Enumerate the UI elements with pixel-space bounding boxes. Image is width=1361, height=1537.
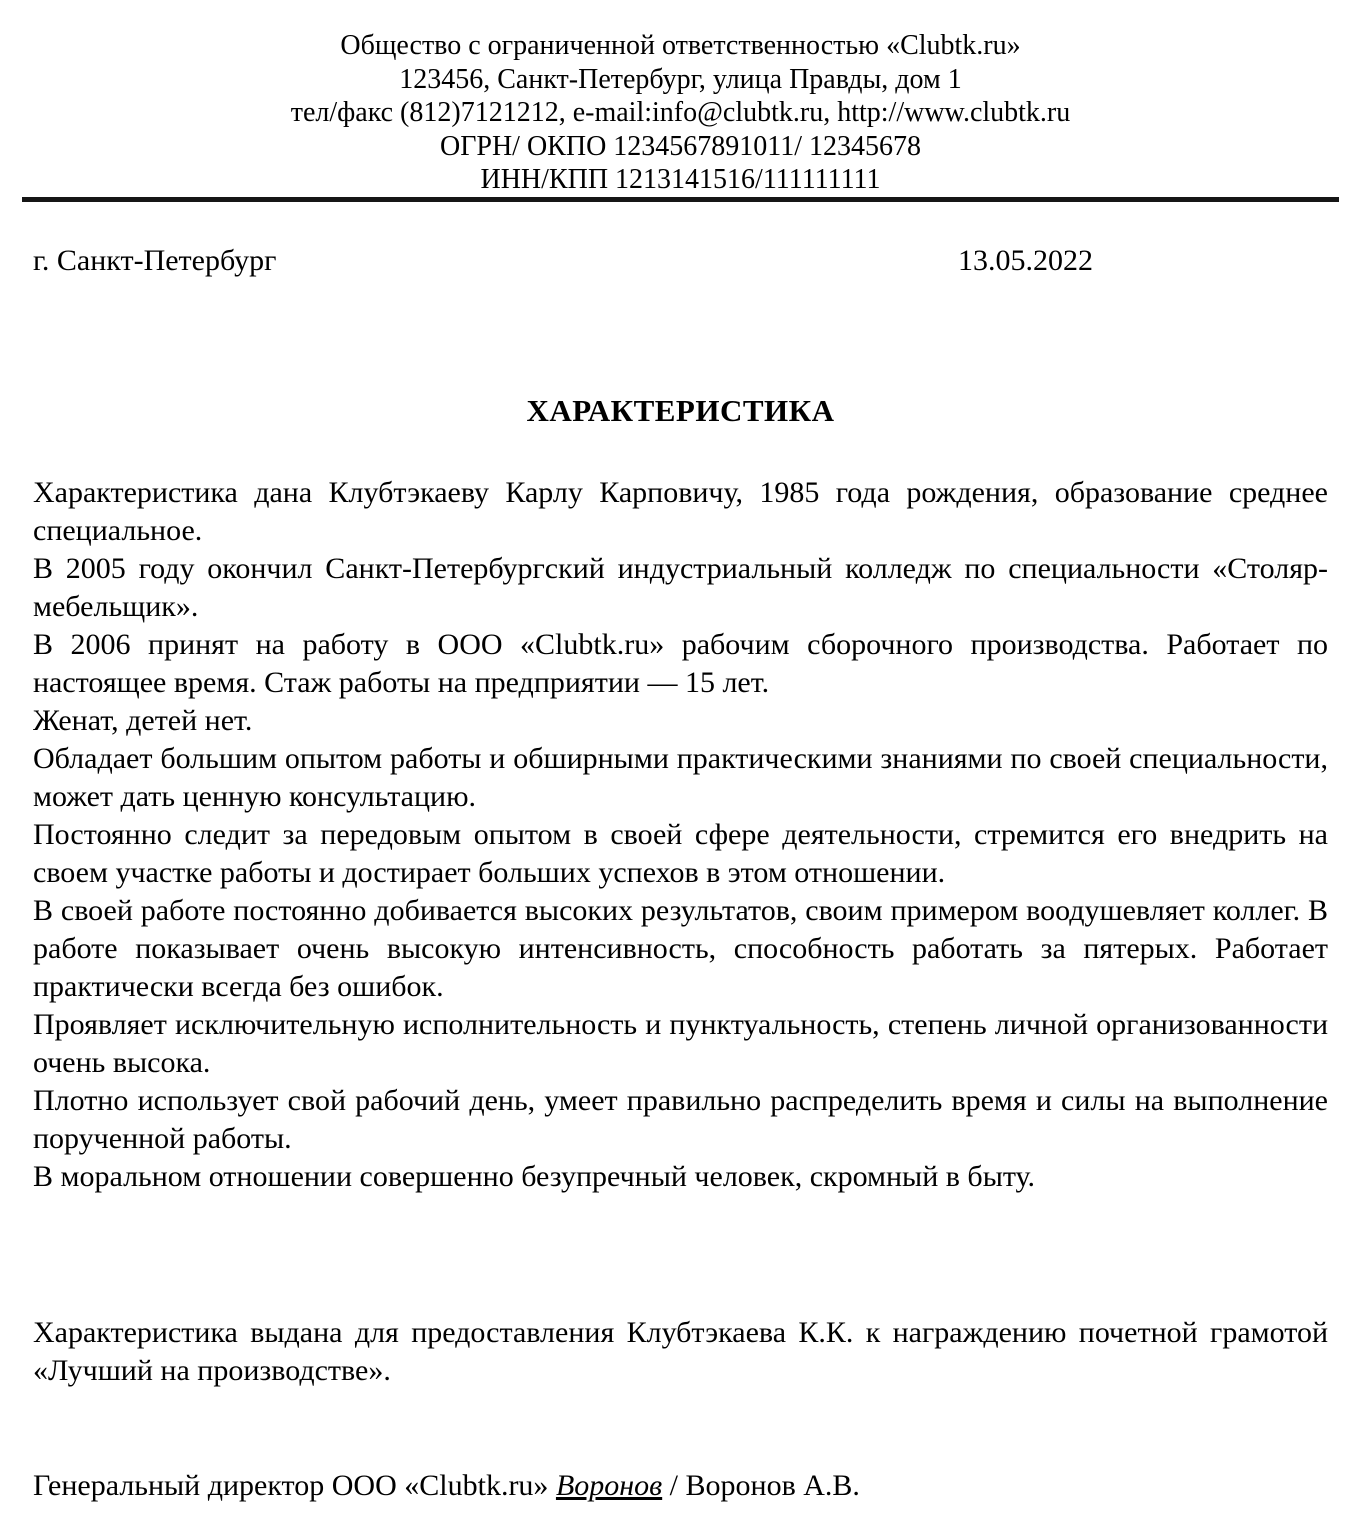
signature-facsimile: Воронов (555, 1468, 663, 1502)
letterhead-contacts: тел/факс (812)7121212, e-mail:info@clubtk.ru, http://www.clubtk.ru (290, 97, 1071, 128)
body-paragraph: Обладает большим опытом работы и обширными практическими знаниями по своей специальности, может дать ценную консультацию. (33, 741, 1328, 813)
body-paragraph: Женат, детей нет. (33, 703, 253, 737)
letterhead-ogrn-okpo: ОГРН/ ОКПО 1234567891011/ 12345678 (439, 130, 922, 162)
letterhead (33, 29, 1328, 197)
body-paragraph: Постоянно следит за передовым опытом в своей сфере деятельности, стремится его внедрить на своем участке работы и достирает больших успехов в этом отношении. (33, 817, 1328, 889)
document-body (33, 474, 1328, 1196)
dateline (33, 242, 1328, 280)
purpose-statement: Характеристика выдана для предоставления Клубтэкаева К.К. к награждению почетной грамотой «Лучший на производстве». (33, 1315, 1328, 1387)
signature-position: Генеральный директор ООО «Clubtk.ru» (33, 1468, 556, 1502)
dateline-city: г. Санкт-Петербург (33, 243, 277, 277)
body-paragraph: В 2006 принят на работу в ООО «Clubtk.ru» рабочим сборочного производства. Работает по настоящее время. Стаж работы на предприятии — 15 лет. (33, 627, 1328, 699)
body-paragraph: В моральном отношении совершенно безупречный человек, скромный в быту. (33, 1159, 1036, 1193)
body-paragraph: Плотно использует свой рабочий день, умеет правильно распределить время и силы на выполнение порученной работы. (33, 1083, 1328, 1155)
letterhead-address: 123456, Санкт-Петербург, улица Правды, дом 1 (399, 63, 962, 95)
signature-line (33, 1467, 1328, 1505)
body-paragraph: Характеристика дана Клубтэкаеву Карлу Карповичу, 1985 года рождения, образование среднее специальное. (33, 475, 1328, 547)
letterhead-divider (22, 197, 1339, 202)
signature-fullname: / Воронов А.В. (662, 1468, 860, 1502)
letterhead-inn-kpp: ИНН/КПП 1213141516/111111111 (480, 164, 881, 195)
body-paragraph: Проявляет исключительную исполнительность и пунктуальность, степень личной организованности очень высока. (33, 1007, 1328, 1079)
document-title: ХАРАКТЕРИСТИКА (526, 392, 835, 428)
body-paragraph: В 2005 году окончил Санкт-Петербургский индустриальный колледж по специальности «Столяр-мебельщик». (33, 551, 1328, 623)
body-paragraph: В своей работе постоянно добивается высоких результатов, своим примером воодушевляет коллег. В работе показывает очень высокую интенсивность, способность работать за пятерых. Работает практически всегда без ошибок. (33, 893, 1328, 1003)
letterhead-company-name: Общество с ограниченной ответственностью «Clubtk.ru» (340, 30, 1021, 61)
dateline-date: 13.05.2022 (958, 243, 1093, 277)
